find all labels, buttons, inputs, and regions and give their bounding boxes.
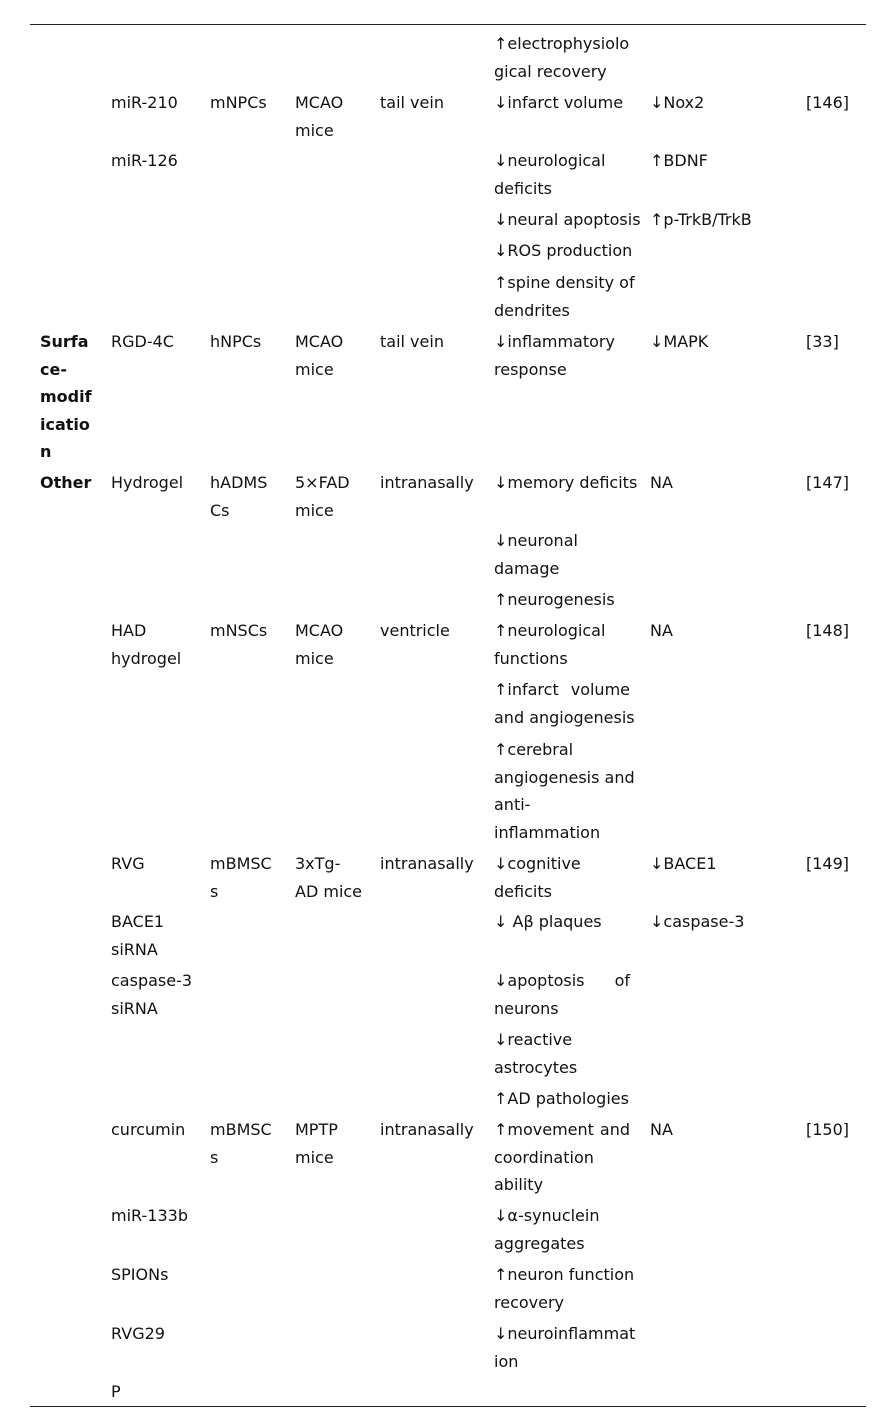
model-mcao-mice-1: MCAO mice	[295, 93, 344, 140]
effect-neural-apoptosis: ↓neural apoptosis	[494, 210, 641, 229]
effect-cerebral-angiogenesis: ↑cerebral angiogenesis and anti- inflammation	[494, 740, 635, 842]
model-mptp-mice: MPTP mice	[295, 1120, 338, 1167]
mechanism-na-3: NA	[650, 1120, 673, 1139]
route-intranasally-3: intranasally	[380, 1120, 474, 1139]
route-intranasally-2: intranasally	[380, 854, 474, 873]
effect-neurological-functions: ↑neurological functions	[494, 621, 606, 668]
reference-148: [148]	[806, 621, 850, 640]
route-tail-vein-1: tail vein	[380, 93, 444, 112]
cargo-caspase-3-sirna: caspase-3 siRNA	[111, 971, 193, 1018]
cell-source-hnpcs: hNPCs	[210, 332, 262, 351]
model-mcao-mice-3: MCAO mice	[295, 621, 344, 668]
cell-source-hadmscs: hADMS Cs	[210, 473, 268, 520]
mechanism-bdnf: ↑BDNF	[650, 151, 708, 170]
cell-source-mnpcs: mNPCs	[210, 93, 267, 112]
cargo-spions: SPIONs	[111, 1265, 169, 1284]
mechanism-mapk: ↓MAPK	[650, 332, 709, 351]
effect-ros-production: ↓ROS production	[494, 241, 633, 260]
route-tail-vein-2: tail vein	[380, 332, 444, 351]
mechanism-bace1: ↓BACE1	[650, 854, 717, 873]
cargo-mir-210: miR-210	[111, 93, 178, 112]
effect-reactive-astrocytes: ↓reactive astrocytes	[494, 1030, 578, 1077]
model-mcao-mice-2: MCAO mice	[295, 332, 344, 379]
effect-movement-coordination: ↑movement and coordination ability	[494, 1120, 630, 1194]
reference-149: [149]	[806, 854, 850, 873]
model-3xtg-ad-mice: 3xTg- AD mice	[295, 854, 363, 901]
effect-infarct-angiogenesis: ↑infarct volume and angiogenesis	[494, 680, 635, 727]
effect-spine-density: ↑spine density of dendrites	[494, 273, 635, 320]
mechanism-nox2: ↓Nox2	[650, 93, 705, 112]
cell-source-mbmscs-1: mBMSC s	[210, 854, 272, 901]
effect-neuron-function: ↑neuron function recovery	[494, 1265, 635, 1312]
table-bottom-rule	[30, 1406, 866, 1407]
category-surface-modification: Surfa ce- modif icatio n	[40, 332, 92, 461]
effect-apoptosis-neurons: ↓apoptosis of neurons	[494, 971, 630, 1018]
route-ventricle: ventricle	[380, 621, 450, 640]
reference-147: [147]	[806, 473, 850, 492]
route-intranasally-1: intranasally	[380, 473, 474, 492]
cell-source-mnscs: mNSCs	[210, 621, 268, 640]
cargo-mir-133b: miR-133b	[111, 1206, 188, 1225]
category-other: Other	[40, 473, 92, 492]
effect-infarct-volume: ↓infarct volume	[494, 93, 624, 112]
cell-source-mbmscs-2: mBMSC s	[210, 1120, 272, 1167]
effect-inflammatory-response: ↓inflammatory response	[494, 332, 615, 379]
cargo-rvg: RVG	[111, 854, 145, 873]
mechanism-p-trkb: ↑p-TrkB/TrkB	[650, 210, 752, 229]
reference-33: [33]	[806, 332, 839, 351]
effect-neuroinflammation: ↓neuroinflammat ion	[494, 1324, 636, 1371]
reference-146: [146]	[806, 93, 850, 112]
mechanism-caspase-3: ↓caspase-3	[650, 912, 745, 931]
cargo-bace1-sirna: BACE1 siRNA	[111, 912, 165, 959]
cargo-p: P	[111, 1382, 121, 1401]
effect-ad-pathologies: ↑AD pathologies	[494, 1089, 629, 1108]
effect-alpha-synuclein: ↓α-synuclein aggregates	[494, 1206, 600, 1253]
cargo-rvg29: RVG29	[111, 1324, 165, 1343]
mechanism-na-2: NA	[650, 621, 673, 640]
cargo-had-hydrogel: HAD hydrogel	[111, 621, 182, 668]
model-5xfad-mice: 5×FAD mice	[295, 473, 350, 520]
cargo-curcumin: curcumin	[111, 1120, 186, 1139]
effect-cognitive-deficits: ↓cognitive deficits	[494, 854, 581, 901]
mechanism-na-1: NA	[650, 473, 673, 492]
effect-neuronal-damage: ↓neuronal damage	[494, 531, 578, 578]
cargo-rgd-4c: RGD-4C	[111, 332, 174, 351]
effect-electrophysiological-line1: ↑electrophysiolo	[494, 34, 630, 53]
table-top-rule	[30, 24, 866, 25]
cargo-hydrogel: Hydrogel	[111, 473, 184, 492]
cargo-mir-126: miR-126	[111, 151, 178, 170]
effect-electrophysiological-line2: gical recovery	[494, 62, 607, 81]
effect-abeta-plaques: ↓ Aβ plaques	[494, 912, 602, 931]
reference-150: [150]	[806, 1120, 850, 1139]
effect-memory-deficits: ↓memory deficits	[494, 473, 638, 492]
effect-neurological-deficits: ↓neurological deficits	[494, 151, 606, 198]
effect-neurogenesis: ↑neurogenesis	[494, 590, 615, 609]
